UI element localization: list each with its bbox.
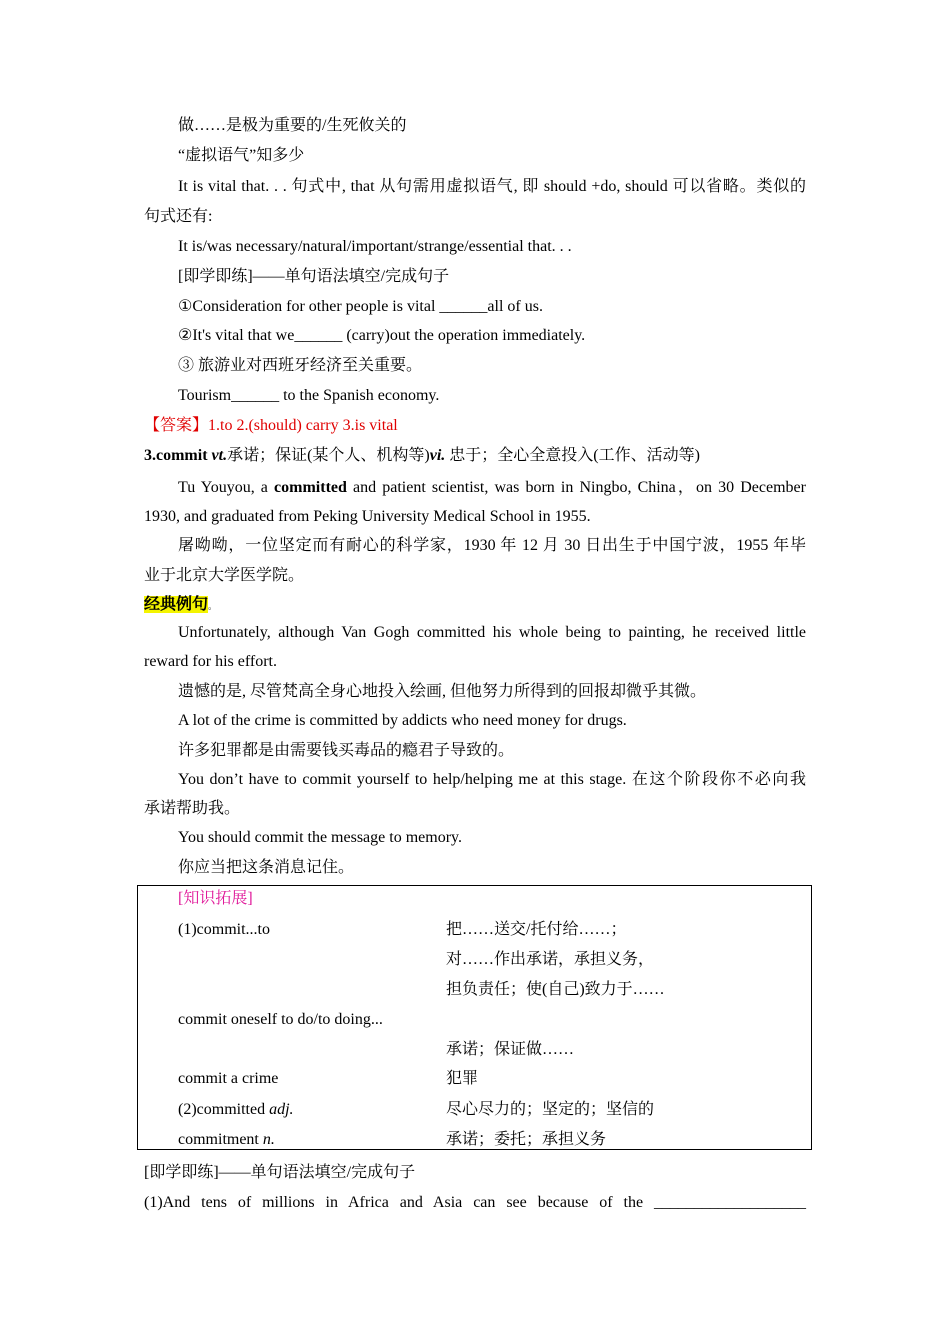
- exercise-item: ②It's vital that we______ (carry)out the operation immediately.: [178, 327, 586, 344]
- pos-label: vt.: [211, 447, 228, 464]
- phrase-meaning: 承诺；委托；承担义务: [446, 1131, 607, 1148]
- phrase: commit a crime: [178, 1070, 279, 1087]
- pos-label: vi.: [429, 447, 446, 464]
- phrase-meaning: 对……作出承诺，承担义务，: [446, 951, 655, 968]
- text-line: You don’t have to commit yourself to help/helping me at this stage. 在这个阶段你不必向我: [178, 771, 806, 788]
- text-line: 遗憾的是, 尽管梵高全身心地投入绘画, 但他努力所得到的回报却微乎其微。: [178, 683, 707, 700]
- entry-word: 3.commit: [144, 447, 212, 464]
- entry-meaning: 忠于；全心全意投入(工作、活动等): [445, 447, 700, 464]
- exercise-heading: [即学即练]——单句语法填空/完成句子: [178, 268, 450, 285]
- exercise-heading: [即学即练]——单句语法填空/完成句子: [144, 1164, 416, 1181]
- entry-heading: [144, 445, 806, 467]
- answer-line: 【答案】1.to 2.(should) carry 3.is vital: [144, 417, 398, 434]
- text-line: “虚拟语气”知多少: [178, 147, 305, 164]
- phrase-meaning: 承诺；保证做……: [446, 1041, 575, 1058]
- exercise-item: ①Consideration for other people is vital ______all of us.: [178, 298, 543, 315]
- text-line: 句式还有:: [144, 208, 213, 225]
- text-line: 做……是极为重要的/生死攸关的: [178, 117, 407, 134]
- phrase: commit oneself to do/to doing...: [178, 1011, 383, 1028]
- text-line: 业于北京大学医学院。: [144, 567, 305, 584]
- exercise-item: Tourism______ to the Spanish economy.: [178, 387, 440, 404]
- keyword: committed: [274, 479, 347, 496]
- phrase-meaning: 尽心尽力的；坚定的；坚信的: [446, 1101, 655, 1118]
- text-line: It is vital that. . . 句式中, that 从句需用虚拟语气, 即 should +do, should 可以省略。类似的: [178, 178, 806, 195]
- exercise-item: (1)And tens of millions in Africa and Asia can see because of the ___________________: [144, 1194, 806, 1211]
- text-line: 许多犯罪都是由需要钱买毒品的瘾君子导致的。: [178, 742, 515, 759]
- text-line: 1930, and graduated from Peking University Medical School in 1955.: [144, 508, 591, 525]
- section-heading: 经典例句。: [144, 596, 218, 613]
- exercise-item: ③ 旅游业对西班牙经济至关重要。: [178, 357, 423, 374]
- phrase: (2)committed adj.: [178, 1101, 294, 1118]
- phrase: commitment n.: [178, 1131, 275, 1148]
- text-line: 你应当把这条消息记住。: [178, 859, 355, 876]
- text-line: 承诺帮助我。: [144, 800, 241, 817]
- text-line: You should commit the message to memory.: [178, 829, 462, 846]
- text-line: It is/was necessary/natural/important/strange/essential that. . .: [178, 238, 572, 255]
- phrase-meaning: 把……送交/托付给……；: [446, 921, 627, 938]
- text-line: Unfortunately, although Van Gogh committed his whole being to painting, he received little: [178, 624, 806, 641]
- highlighted-title: 经典例句: [144, 596, 209, 613]
- phrase-meaning: 犯罪: [446, 1070, 479, 1087]
- entry-meaning: 承诺；保证(某个人、机构等): [227, 447, 430, 464]
- text-line: A lot of the crime is committed by addicts who need money for drugs.: [178, 712, 627, 729]
- example-sentence: Tu Youyou, a committed and patient scientist, was born in Ningbo, China，on 30 December: [178, 479, 806, 496]
- text-line: reward for his effort.: [144, 653, 277, 670]
- text-line: 屠呦呦，一位坚定而有耐心的科学家，1930 年 12 月 30 日出生于中国宁波，1955 年毕: [178, 537, 806, 554]
- knowledge-title: [知识拓展]: [178, 890, 253, 907]
- phrase-meaning: 担负责任；使(自己)致力于……: [446, 981, 665, 998]
- phrase: (1)commit...to: [178, 921, 270, 938]
